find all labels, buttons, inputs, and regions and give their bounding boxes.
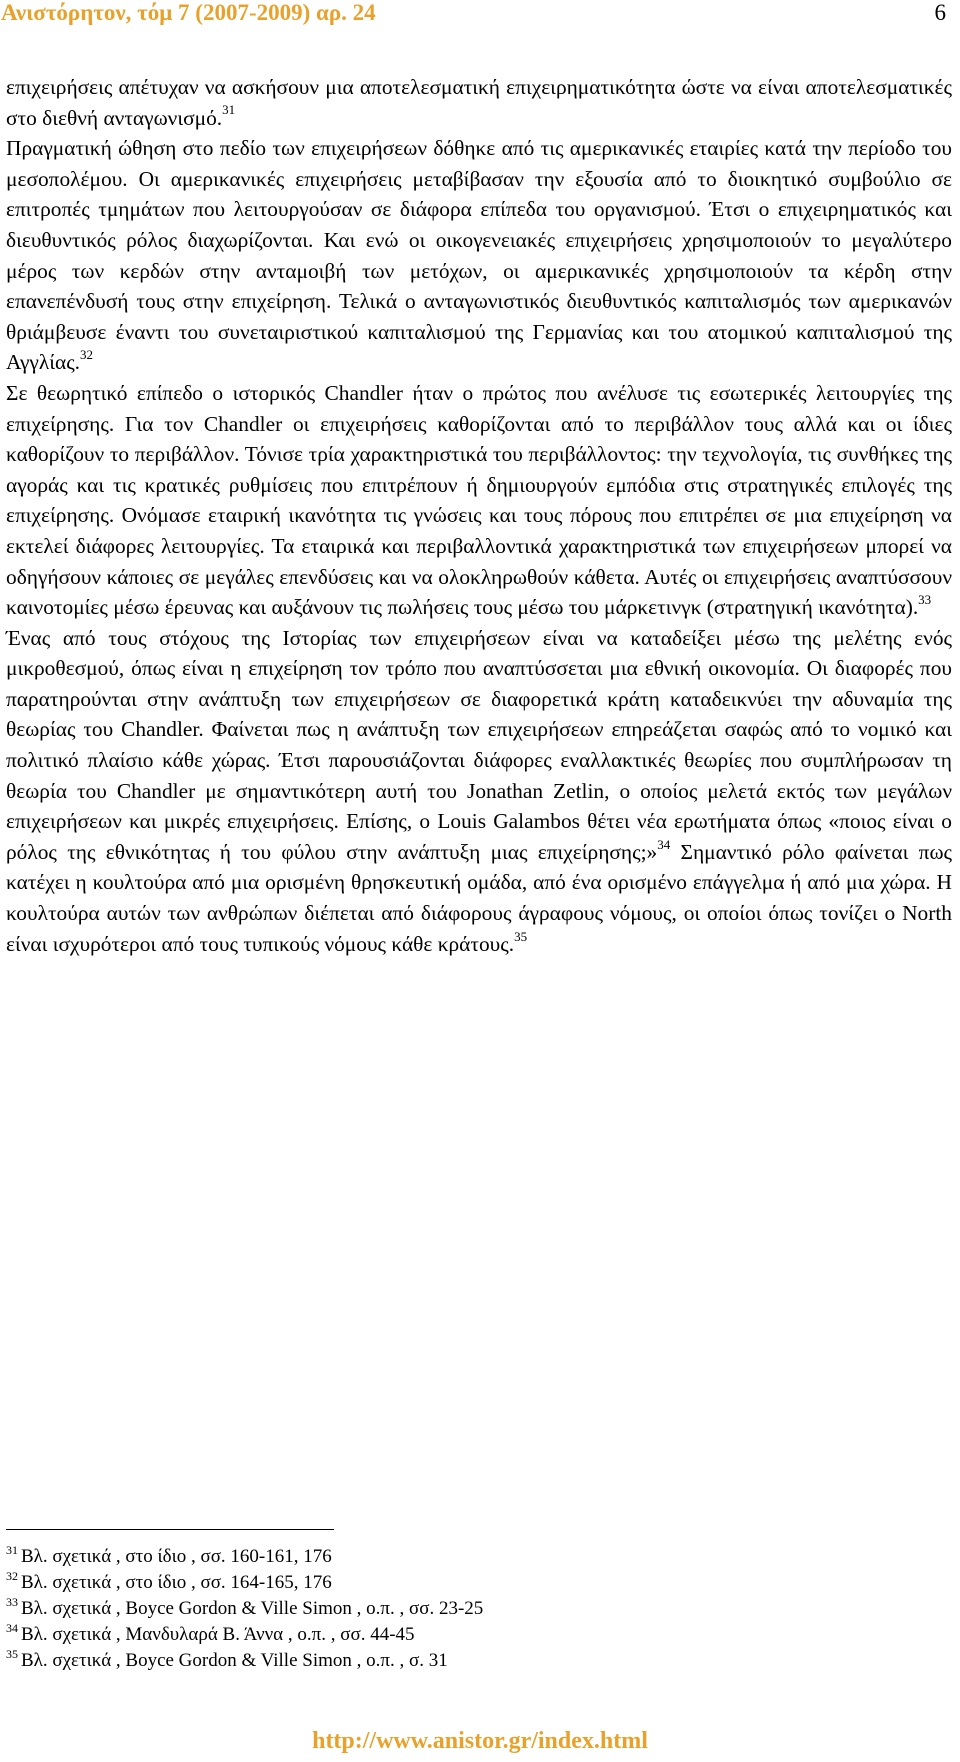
paragraph xyxy=(6,133,952,378)
footnote-number: 33 xyxy=(6,1594,18,1609)
footnote-text: Βλ. σχετικά , Boyce Gordon & Ville Simon , ο.π. , σσ. 23-25 xyxy=(21,1598,484,1619)
main-text xyxy=(6,72,952,959)
page-number: 6 xyxy=(934,0,946,25)
footnotes xyxy=(6,1544,906,1674)
paragraph-text: Σε θεωρητικό επίπεδο ο ιστορικός Chandler ήταν ο πρώτος που ανέλυσε τις εσωτερικές λειτουργίες της επιχείρησης. Για τον Chandler οι επιχειρήσεις καθορίζονται από το περιβάλλον τους αλλά και οι ίδιες καθορίζουν το περιβάλλον. Τόνισε τρία χαρακτηριστικά του περιβάλλοντος: την τεχνολογία, τις συνθήκες της αγοράς και τις κρατικές ρυθμίσεις που επιτρέπουν ή δημιουργούν εμπόδια στις στρατηγικές επιλογές της επιχείρησης. Ονόμασε εταιρική ικανότητα τις γνώσεις και τους πόρους που επιτρέπει σε μια επιχείρηση να εκτελεί διάφορες λειτουργίες. Τα εταιρικά και περιβαλλοντικά χαρακτηριστικά των επιχειρήσεων μπορεί να οδηγήσουν κάποιες σε μεγάλες επενδύσεις και να ολοκληρωθούν κάθετα. Αυτές οι επιχειρήσεις αναπτύσσουν καινοτομίες μέσω έρευνας και αυξάνουν τις πωλήσεις τους μέσω του μάρκετινγκ (στρατηγική ικανότητα). xyxy=(6,380,952,620)
footnote-text: Βλ. σχετικά , Boyce Gordon & Ville Simon , ο.π. , σ. 31 xyxy=(21,1650,448,1671)
footnote-ref: 35 xyxy=(514,928,528,944)
footnote-number: 31 xyxy=(6,1542,18,1557)
footnote-number: 32 xyxy=(6,1568,18,1583)
footnote-number: 35 xyxy=(6,1646,18,1661)
paragraph-text-continued: Σημαντικό ρόλο φαίνεται πως κατέχει η κουλτούρα από μια ορισμένη θρησκευτική ομάδα, από ένα ορισμένο επάγγελμα ή από μια χώρα. Η κουλτούρα αυτών των ανθρώπων διέπεται από διάφορους άγραφους νόμους, οι οποίοι όπως τονίζει ο North είναι ισχυρότεροι από τους τυπικούς νόμους κάθε κράτους. xyxy=(6,839,952,956)
paragraph xyxy=(6,72,952,133)
footnote-divider xyxy=(6,1529,334,1530)
footnote-ref: 31 xyxy=(222,102,236,118)
footnote-item xyxy=(6,1570,906,1596)
journal-title: Ανιστόρητον, τόμ 7 (2007-2009) αρ. 24 xyxy=(1,0,376,25)
footnote-ref: 33 xyxy=(918,591,932,607)
footnote-number: 34 xyxy=(6,1620,18,1635)
footnote-item xyxy=(6,1544,906,1570)
footnote-text: Βλ. σχετικά , στο ίδιο , σσ. 160-161, 176 xyxy=(21,1546,332,1567)
paragraph xyxy=(6,378,952,623)
footnote-text: Βλ. σχετικά , στο ίδιο , σσ. 164-165, 176 xyxy=(21,1572,332,1593)
footnote-item xyxy=(6,1596,906,1622)
paragraph xyxy=(6,623,952,960)
page-header xyxy=(0,0,960,30)
paragraph-text: Ένας από τους στόχους της Ιστορίας των επιχειρήσεων είναι να καταδείξει μέσω της μελέτης ενός μικροθεσμού, όπως είναι η επιχείρηση τον τρόπο που αναπτύσσεται μια εθνική οικονομία. Οι διαφορές που παρατηρούνται στην ανάπτυξη των επιχειρήσεων σε διαφορετικά κράτη καταδεικνύει την αδυναμία της θεωρίας του Chandler. Φαίνεται πως η ανάπτυξη των επιχειρήσεων επηρεάζεται σαφώς από το νομικό και πολιτικό πλαίσιο κάθε χώρας. Έτσι παρουσιάζονται διάφορες εναλλακτικές θεωρίες που συμπλήρωσαν τη θεωρία του Chandler με σημαντικότερη αυτή του Jonathan Zetlin, ο οποίος μελετά εκτός των μεγάλων επιχειρήσεων και μικρές επιχειρήσεις. Επίσης, ο Louis Galambos θέτει νέα ερωτήματα όπως «ποιος είναι ο ρόλος της εθνικότητας ή του φύλου στην ανάπτυξη μιας επιχείρησης;» xyxy=(6,625,952,864)
footnote-text: Βλ. σχετικά , Μανδυλαρά Β. Άννα , ο.π. , σσ. 44-45 xyxy=(21,1624,415,1645)
footnote-item xyxy=(6,1622,906,1648)
footer-url-link[interactable]: http://www.anistor.gr/index.html xyxy=(312,1728,648,1754)
footnote-item xyxy=(6,1648,906,1674)
paragraph-text: Πραγματική ώθηση στο πεδίο των επιχειρήσεων δόθηκε από τις αμερικανικές εταιρίες κατά την περίοδο του μεσοπολέμου. Οι αμερικανικές επιχειρήσεις μεταβίβασαν την εξουσία από το διοικητικό συμβούλιο σε επιτροπές τμημάτων που λειτουργούσαν σε διάφορα επίπεδα του οργανισμού. Έτσι ο επιχειρηματικός και διευθυντικός ρόλος διαχωρίζονται. Και ενώ οι οικογενειακές επιχειρήσεις χρησιμοποιούν το μεγαλύτερο μέρος των κερδών στην ανταμοιβή των μετόχων, οι αμερικανικές χρησιμοποιούν τα κέρδη στην επανεπένδυσή τους στην επιχείρηση. Τελικά ο ανταγωνιστικός διευθυντικός καπιταλισμός των αμερικανών θριάμβευσε έναντι του συνεταιριστικού καπιταλισμού της Γερμανίας και του ατομικού καπιταλισμού της Αγγλίας. xyxy=(6,136,952,375)
paragraph-text: επιχειρήσεις απέτυχαν να ασκήσουν μια αποτελεσματική επιχειρηματικότητα ώστε να είναι αποτελεσματικές στο διεθνή ανταγωνισμό. xyxy=(6,75,952,130)
footnote-ref: 34 xyxy=(657,836,671,852)
footnote-ref: 32 xyxy=(80,347,94,363)
